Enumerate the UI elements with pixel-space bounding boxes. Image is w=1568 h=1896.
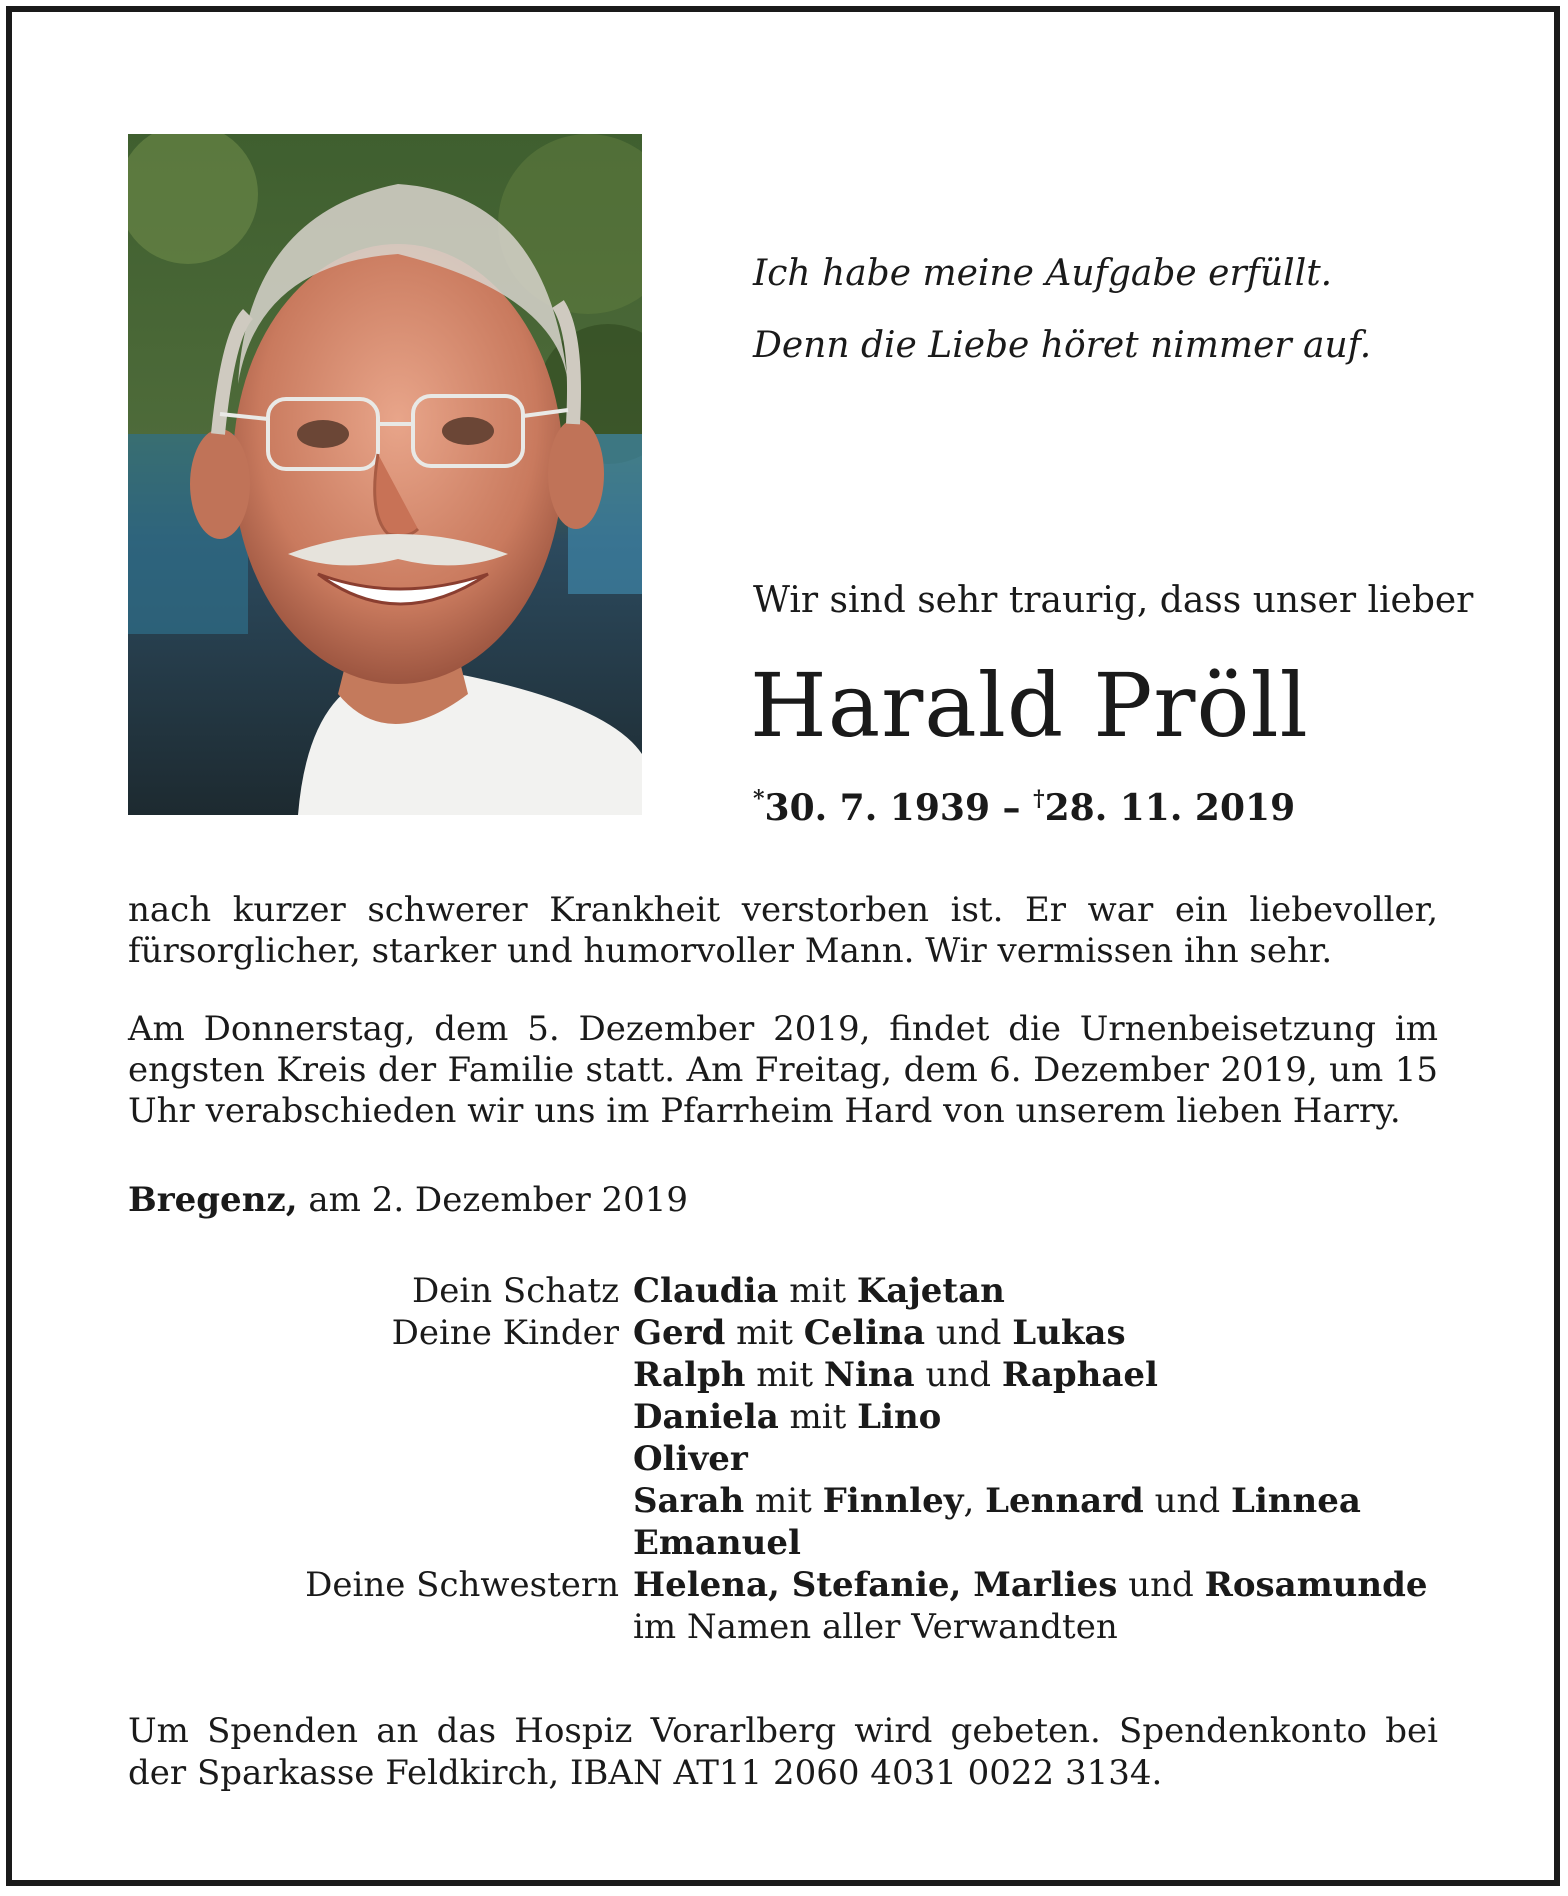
mourner-label: Deine Schwestern [305,1565,619,1605]
mourners-list [128,1270,1458,1648]
mourner-row [128,1270,1458,1312]
birth-date: 30. 7. 1939 [764,787,990,829]
memorial-quote [753,238,1453,382]
mourner-label: Deine Kinder [391,1313,619,1353]
mourner-row [128,1312,1458,1354]
mourner-name: Celina [803,1313,926,1353]
death-date: 28. 11. 2019 [1044,787,1296,829]
mourner-name: Claudia [633,1271,779,1311]
portrait-photo [128,134,642,815]
connector: mit [745,1355,824,1395]
mourner-names [633,1396,941,1438]
mourner-name: Rosamunde [1204,1565,1428,1605]
intro-text: Wir sind sehr traurig, dass unser lieber [753,580,1474,621]
mourner-label-empty [128,1606,633,1648]
mourner-name: Linnea [1230,1481,1361,1521]
mourner-name: Daniela [633,1397,779,1437]
mourner-name: Raphael [1001,1355,1158,1395]
mourner-name: Oliver [633,1439,748,1479]
mourner-label: Dein Schatz [411,1271,619,1311]
mourner-label-empty [128,1522,633,1564]
mourner-label-empty [128,1396,633,1438]
paragraph-passing: nach kurzer schwerer Krankheit verstorben ist. Er war ein liebevoller, fürsorglicher, starker und humorvoller Mann. Wir vermissen ihn sehr. [128,890,1438,971]
mourner-row [128,1564,1458,1606]
mourner-name: Sarah [633,1481,745,1521]
mourner-row [128,1480,1458,1522]
mourner-name: Finnley [822,1481,964,1521]
mourner-label-empty [128,1354,633,1396]
life-dates [753,786,1295,829]
quote-line-2: Denn die Liebe höret nimmer auf. [753,325,1372,366]
birth-symbol: * [753,786,765,812]
mourner-row [128,1606,1458,1648]
place-date: am 2. Dezember 2019 [297,1180,689,1220]
mourner-label-empty [128,1438,633,1480]
mourner-row [128,1438,1458,1480]
paragraph-funeral: Am Donnerstag, dem 5. Dezember 2019, findet die Urnenbeisetzung im engsten Kreis der Familie statt. Am Freitag, dem 6. Dezember 2019, um 15 Uhr verabschieden wir uns im Pfarrheim Hard von unserem lieben Harry. [128,1009,1438,1131]
connector: mit [744,1481,823,1521]
mourner-names [633,1564,1428,1606]
date-separator: – [990,787,1034,829]
mourner-row [128,1354,1458,1396]
connector: mit [778,1271,857,1311]
mourner-name: Helena, Stefanie, Marlies [633,1565,1118,1605]
mourner-names [633,1354,1158,1396]
mourner-name: Emanuel [633,1523,801,1563]
mourner-names [633,1312,1126,1354]
quote-line-1: Ich habe meine Aufgabe erfüllt. [753,253,1333,294]
connector: mit [778,1397,858,1437]
connector: und [1143,1481,1231,1521]
connector: mit [725,1313,804,1353]
mourner-name: Nina [823,1355,915,1395]
mourner-names [633,1270,1005,1312]
mourner-name: Gerd [633,1313,726,1353]
place-city: Bregenz, [128,1180,298,1220]
mourner-names [633,1438,748,1480]
mourner-names [633,1480,1361,1522]
mourner-names [633,1522,801,1564]
deceased-name: Harald Pröll [750,654,1309,757]
place-date-line [128,1180,688,1220]
mourner-name: Lino [857,1397,942,1437]
donation-note: Um Spenden an das Hospiz Vorarlberg wird gebeten. Spendenkonto bei der Sparkasse Feldkirch, IBAN AT11 2060 4031 0022 3134. [128,1711,1438,1793]
connector: und [925,1313,1013,1353]
mourner-name: Kajetan [856,1271,1005,1311]
connector: und [1117,1565,1205,1605]
mourner-label-empty [128,1480,633,1522]
connector: , [963,1481,986,1521]
mourner-row [128,1396,1458,1438]
mourner-name: Lennard [985,1481,1144,1521]
death-symbol: † [1033,786,1045,812]
mourner-name: Ralph [633,1355,746,1395]
mourner-row [128,1522,1458,1564]
mourner-name: Lukas [1012,1313,1126,1353]
portrait-illustration [128,134,642,815]
connector: und [914,1355,1002,1395]
mourner-closing: im Namen aller Verwandten [633,1607,1118,1647]
